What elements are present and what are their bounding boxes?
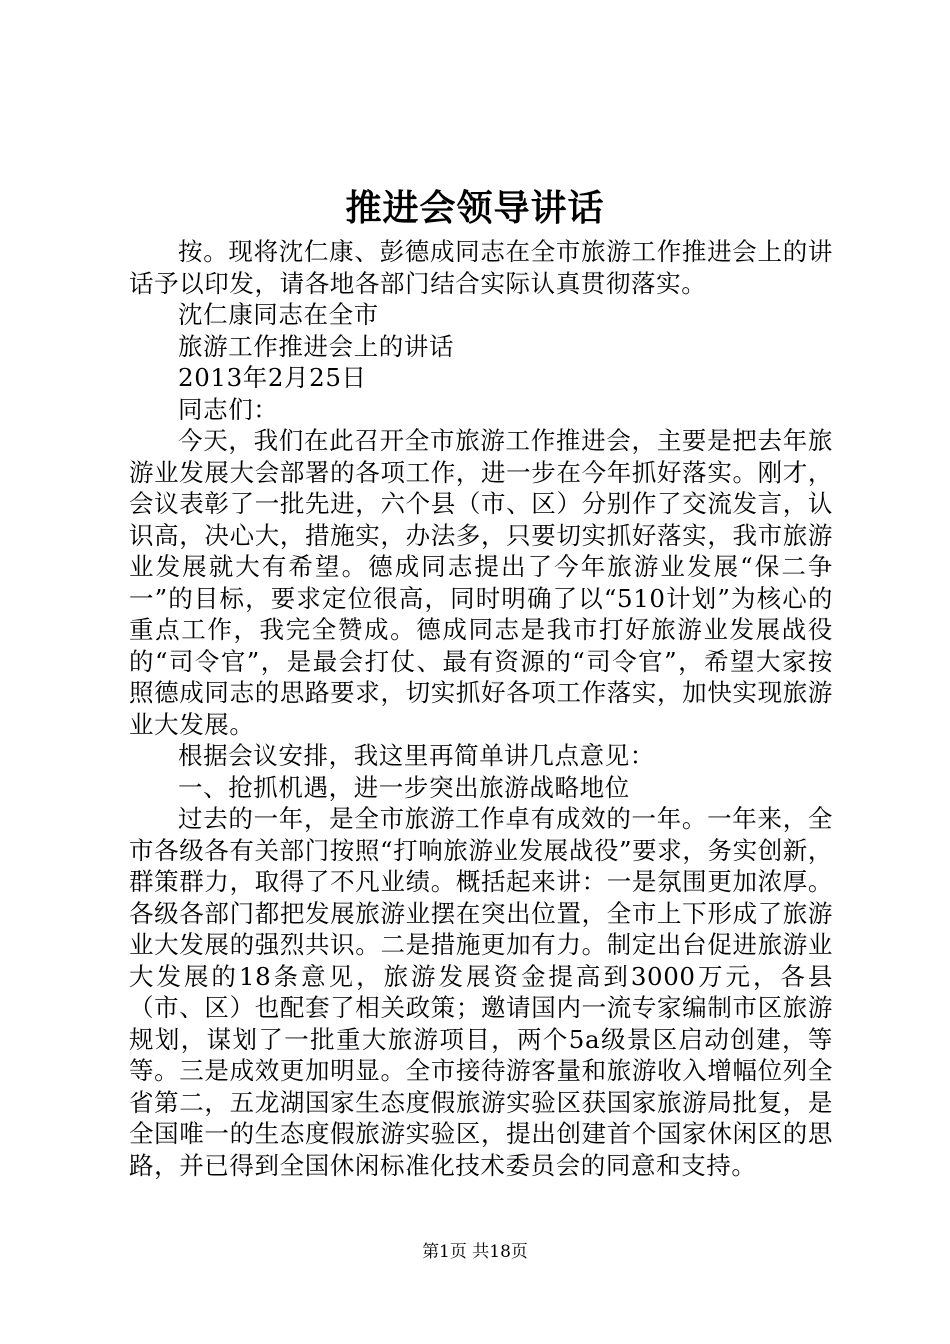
document-body	[129, 236, 833, 1181]
speech-title-line: 旅游工作推进会上的讲话	[178, 331, 455, 361]
speech-date: 2013年2月25日	[178, 363, 367, 392]
document-title: 推进会领导讲话	[345, 187, 605, 229]
salutation: 同志们：	[178, 394, 279, 424]
notice-paragraph: 按。现将沈仁康、彭德成同志在全市旅游工作推进会上的讲话予以印发，请各地各部门结合实际认真贯彻落实。	[129, 237, 833, 298]
body-paragraph: 根据会议安排，我这里再简单讲几点意见：	[178, 741, 655, 770]
section-heading: 一、抢抓机遇，进一步突出旅游战略地位	[178, 772, 630, 802]
page-footer: 第1页 共18页	[422, 1242, 528, 1262]
body-paragraph: 过去的一年，是全市旅游工作卓有成效的一年。一年来，全市各级各有关部门按照“打响旅游业发展战役”要求，务实创新，群策群力，取得了不凡业绩。概括起来讲：一是氛围更加浓厚。各级各部门都把发展旅游业摆在突出位置，全市上下形成了旅游业大发展的强烈共识。二是措施更加有力。制定出台促进旅游业大发展的18条意见，旅游发展资金提高到3000万元，各县（市、区）也配套了相关政策；邀请国内一流专家编制市区旅游规划，谋划了一批重大旅游项目，两个5a级景区启动创建，等等。三是成效更加明显。全市接待游客量和旅游收入增幅位列全省第二，五龙湖国家生态度假旅游实验区获国家旅游局批复，是全国唯一的生态度假旅游实验区，提出创建首个国家休闲区的思路，并已得到全国休闲标准化技术委员会的同意和支持。	[129, 804, 833, 1180]
body-paragraph: 今天，我们在此召开全市旅游工作推进会，主要是把去年旅游业发展大会部署的各项工作，进一步在今年抓好落实。刚才，会议表彰了一批先进，六个县（市、区）分别作了交流发言，认识高，决心大，措施实，办法多，只要切实抓好落实，我市旅游业发展就大有希望。德成同志提出了今年旅游业发展“保二争一”的目标，要求定位很高，同时明确了以“510计划”为核心的重点工作，我完全赞成。德成同志是我市打好旅游业发展战役的“司令官”，是最会打仗、最有资源的“司令官”，希望大家按照德成同志的思路要求，切实抓好各项工作落实，加快实现旅游业大发展。	[129, 426, 833, 739]
speaker-line: 沈仁康同志在全市	[178, 300, 379, 329]
